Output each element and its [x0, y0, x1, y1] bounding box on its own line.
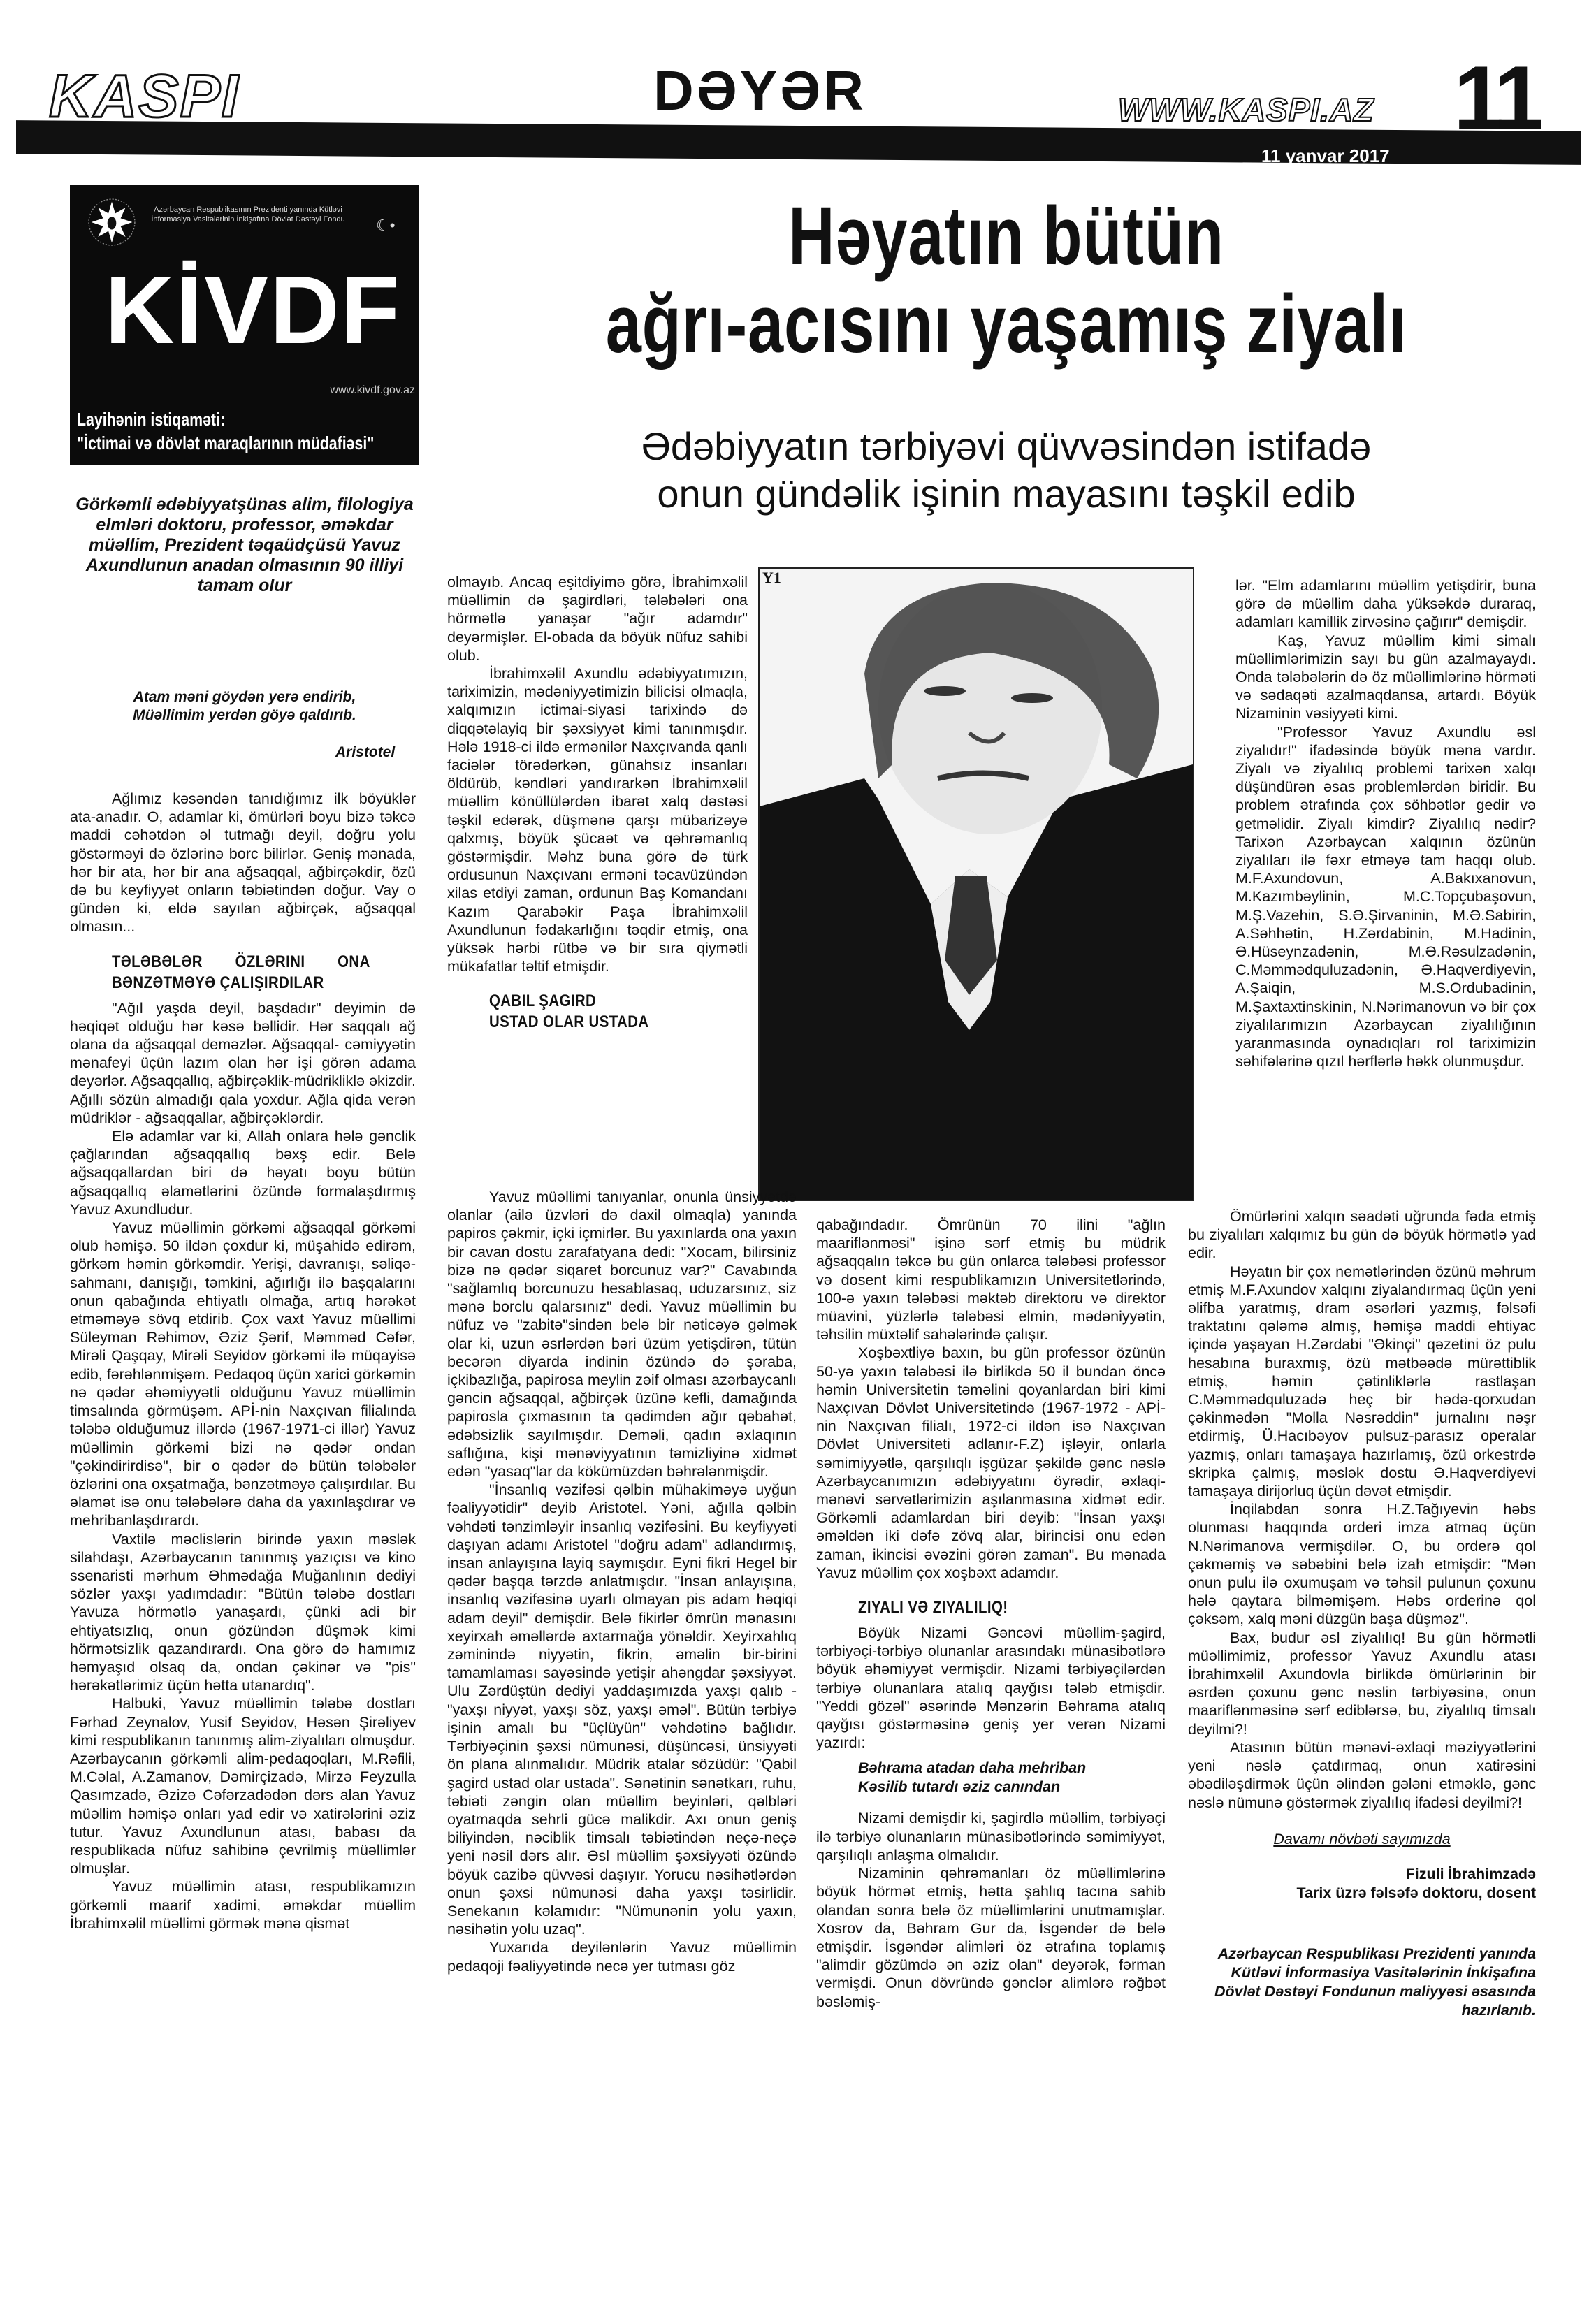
epigraph-line: Müəllimim yerdən göyə qaldırıb. — [133, 707, 356, 723]
paragraph: Yavuz müəllimin görkəmi ağsaqqal görkəmi olub həmişə. 50 ildən çoxdur ki, müşahidə edirəm, görkəm həmin görkəmdir. Yerişi, davranışı, səliqə-sahmanı, danışığı, təmkini, ağırlığı ilə başqalarını onun qabağında ehtiyatlı olmağa, artıq hərəkət etməməyə sövq etdirib. Çox vaxt Yavuz müəllimi Süleyman Rəhimov, Əziz Şərif, Məmməd Cəfər, Mirəli Qaşqay, Mirəli Seyidov görkəmi ilə müqayisə edib, fərəhlənmişəm. Pedaqoq üçün xarici görkəmin nə qədər əhəmiyyətli olduğunu Yavuz müəllimin timsalında görmüşəm. APİ-nin Naxçıvan filialında tələbə olduğumuz illərdə (1967-1971-ci illər) Yavuz müəllimin görkəmi bizi nə qədər ondan "çəkindirirdisə", bir o qədər də bütün tələbələr özlərini ona oxşatmağa, bənzətməyə çalışırdılar. Bu əlamət isə onu tələbələrə daha da yaxınlaşdırar və mehribanlaşdırardı. — [70, 1219, 416, 1530]
author-signature — [1188, 1865, 1536, 1903]
paragraph: İnqilabdan sonra H.Z.Tağıyevin həbs olunması haqqında orderi imza atmaq üçün N.Nərimanova vermişdilər. O, bu orderə qol çəkməmiş və səbəbini belə izah etmişdir: "Mən onun pulu ilə oxumuşam və təhsil pulunun çoxunu hələ qaytara bilməmişəm. Həbs orderinə qol çəksəm, xalq məni düzgün başa düşməz". — [1188, 1501, 1536, 1628]
subheadline — [433, 423, 1579, 518]
paragraph: Yuxarıda deyilənlərin Yavuz müəllimin pedaqoji fəaliyyətində necə yer tutması göz — [447, 1939, 797, 1975]
subheadline-line: Ədəbiyyatın tərbiyəvi qüvvəsindən istifadə — [641, 424, 1372, 468]
article-column-4-lower — [1188, 1207, 1536, 2020]
continued-notice[interactable]: Davamı növbəti sayımızda — [1273, 1830, 1451, 1847]
project-direction — [77, 407, 409, 455]
verse-line: Kəsilib tutardı əziz canından — [858, 1778, 1061, 1796]
crescent-icon: ☾• — [376, 217, 396, 234]
paragraph: Ağlımız kəsəndən tanıdığımız ilk böyüklər ata-anadır. O, adamlar ki, ömürləri boyu bizə təkcə maddi cəhətdən əl tutmağı deyil, doğru yolu göstərməyi də özlərinə borc bilirlər. Geniş mənada, hər bir ata, hər bir ana ağsaqqal, ağbirçəkdir, özü də bu keyfiyyət onların təbiətindən doğur. Vay o gündən ki, eldə sayılan ağbirçək, ağsaqqal olmasın... — [70, 790, 416, 936]
author-title: Tarix üzrə fəlsəfə doktoru, dosent — [1296, 1884, 1536, 1901]
author-name: Fizuli İbrahimzadə — [1405, 1865, 1536, 1882]
paragraph: Halbuki, Yavuz müəllimin tələbə dostları Fərhad Zeynalov, Yusif Seyidov, Həsən Şirəliyev kimi respublikanın tanınmış alim-ziyalıları olmuşdur. Azərbaycanın görkəmli alim-pedaqoqları, M.Rəfili, M.Cəlal, A.Zamanov, Dəmirçizadə, Mirzə Feyzulla Qasımzadə, Əzizə Cəfərzadədən dərs alan Yavuz müəllim həmişə onları yad edir və xatirələrini əziz tutur. Yavuz Axundlunun atası, babası da respublikada nüfuz sahibinə çevrilmiş müəllimlər olmuşlar. — [70, 1695, 416, 1877]
kivdf-banner — [70, 185, 419, 465]
section-title: DƏYƏR — [653, 59, 867, 122]
portrait-figure-icon — [760, 569, 1193, 1200]
subheadline-line: onun gündəlik işinin mayasını təşkil edib — [657, 472, 1356, 516]
paragraph: Bax, budur əsl ziyalılıq! Bu gün hörmətli müəllimimiz, professor Yavuz Axundlu atası İbrahimxəlil Axundovla birlikdə ömürlərinin bir əsrdən çoxunu gənc nəslin tərbiyəsinə, onun maariflənməsinə sərf ediblərsə, bu, ziyalılıq timsalı deyilmi?! — [1188, 1629, 1536, 1738]
headline-line: ağrı-acısını yaşamış ziyalı — [605, 278, 1407, 370]
azerbaijan-star-emblem-icon — [87, 198, 136, 247]
article-column-2 — [447, 573, 748, 1038]
paragraph: Yavuz müəllimin atası, respublikamızın görkəmli maarif xadimi, əməkdar müəllim İbrahimxəlil müəllimi görmək mənə qismət — [70, 1878, 416, 1932]
section-subheading: TƏLƏBƏLƏR ÖZLƏRINI ONA BƏNZƏTMƏYƏ ÇALIŞIRDILAR — [112, 952, 370, 992]
paragraph: Nizaminin qəhrəmanları öz müəllimlərinə böyük hörmət etmiş, hətta şahlıq tacına sahib olandan sonra belə öz müəllimlərini unutmamışlar. Xosrov da, Bəhram Gur da, İsgəndər də belə etmişdir. İsgəndər alimləri öz ətrafına toplamış "alimdir gözümdə ən əziz olan" deyərək, fərman vermişdi. Onun dövründə gənclər alimlərə rəğbət bəsləmiş- — [816, 1865, 1166, 2010]
paragraph: Nizami demişdir ki, şagirdlə müəllim, tərbiyəçi ilə tərbiyə olunanların münasibətlərində səmimiyyət, qarşılıqlı anlaşma olmalıdır. — [816, 1810, 1166, 1864]
kivdf-acronym: KİVDF — [105, 256, 401, 364]
paragraph: "Professor Yavuz Axundlu əsl ziyalıdır!" ifadəsində böyük məna vardır. Ziyalı və ziyalılıq problemi tarixən xalqı düşündürən əsas problemlərdən biridir. Bu problem ətrafında çox söhbətlər gedir və getməlidir. Ziyalı kimdir? Ziyalılıq nədir? Tarixən Azərbaycan xalqının özünün ziyalıları ilə fəxr etməyə tam haqqı olub. M.F.Axundovun, A.Bakıxanovun, M.Kazımbəylinin, M.C.Topçubaşovun, M.Ş.Vazehin, S.Ə.Şirvaninin, M.Ə.Sabirin, A.Səhhətin, H.Zərdabinin, M.Hadinin, Ə.Hüseynzadənin, M.Ə.Rəsulzadənin, C.Məmmədquluzadənin, Ə.Haqverdiyevin, A.Şaiqin, M.S.Ordubadinin, M.Şaxtaxtinskinin, N.Nərimanovun və bir çox ziyalılarımızın Azərbaycan ziyalılığının yaranmasında oynadıqları rol tariximizin səhifələrinə qızıl hərflərlə həkk olunmuşdur. — [1235, 723, 1536, 1070]
section-subheading — [489, 991, 709, 1033]
paragraph: qabağındadır. Ömrünün 70 ilini "ağlın maariflənməsi" işinə sərf etmiş bu müdrik ağsaqqalın təkcə bu gün onlarca tələbəsi professor və dosent kimi respublikamızın Universitetlərində, 100-ə yaxın tələbəsi məktəb direktoru və direktor müavini, yüzlərlə tələbəsi elmin, mədəniyyətin, təhsilin müxtəlif sahələrində çalışır. — [816, 1216, 1166, 1344]
article-column-3 — [816, 1216, 1166, 2011]
headline-line: Həyatın bütün — [788, 190, 1224, 282]
paragraph: lər. "Elm adamlarını müəllim yetişdirir, buna görə də müəllim daha yüksəkdə duraraq, adamları kamillik zirvəsinə çağırır" demişdir. — [1235, 577, 1536, 631]
paragraph: Vaxtilə məclislərin birində yaxın məslək silahdaşı, Azərbaycanın tanınmış yazıçısı və kino ssenaristi mərhum Əhmədağa Muğanlının dediyi sözlər yaxşı yadımdadır: "Bütün tələbə dostları Yavuza hörmətlə yanaşardı, çünki adi bir ehtiyatsızlıq, onun gözündən düşmək kimi hörmətsizlik qazandırardı. Ona görə də hamımız həmyaşıd olsaq da, ondan çəkinər və "pis" hərəkətlərimiz üçün hətta utanardıq". — [70, 1530, 416, 1694]
issue-date: 11 yanvar 2017 — [1261, 145, 1390, 166]
direction-label: Layihənin istiqaməti: — [77, 409, 226, 430]
website-link[interactable]: WWW.KASPI.AZ — [1118, 92, 1374, 128]
newspaper-logo[interactable]: KASPI — [49, 63, 240, 130]
article-column-1 — [70, 790, 416, 1933]
article-column-2-lower — [447, 1188, 797, 1975]
photo-corner-mark: Y1 — [762, 569, 781, 586]
article-column-4 — [1235, 576, 1536, 1070]
paragraph: Ömürlərini xalqın səadəti uğrunda fəda etmiş bu ziyalıları xalqımız bu gün də böyük hörmətlə yad edir. — [1188, 1208, 1536, 1262]
epigraph-line: Atam məni göydən yerə endirib, — [133, 689, 356, 705]
verse-line: Bəhrama atadan daha mehriban — [858, 1759, 1087, 1777]
article-lead: Görkəmli ədəbiyyatşünas alim, filologiya elmləri doktoru, professor, əməkdar müəllim, Prezident təqaüdçüsü Yavuz Axundlunun anadan olmasının 90 illiyi tamam olur — [75, 495, 414, 595]
paragraph: "İnsanlıq vəzifəsi qəlbin mühakiməyə uyğun fəaliyyətidir" deyib Aristotel. Yəni, ağılla qəlbin vəhdəti tənzimləyir insanlıq vəzifəsini. Bu keyfiyyəti daşıyan adamı Aristotel "doğru adam" adlandırmış, insan anlayışına layiq saymışdır. Eyni fikri Hegel bir qədər başqa tərzdə anlatmışdır. "İnsan anlayışına, insanlıq vəzifəsinə uyarlı olmayan pis adam həqiqi adam deyil" demişdir. Belə fikirlər ömrün mənasını xeyirxah əməllərdə axtarmağa yönəldir. Xeyirxahlıq zəminində niyyətin, fikrin, əməlin bir-birini tamamlaması sayəsində yetişir ahəngdar şəxsiyyət. Ulu Zərdüştün dediyi yaddaşımızda yaxşı qalıb - "yaxşı niyyət, yaxşı söz, yaxşı əməl". Bütün tərbiyə işinin amalı bu "üçlüyün" vəhdətinə bağlıdır. Tərbiyəçinin şəxsi nümunəsi, düşüncəsi, ünsiyyəti ön plana alınmalıdır. Müdrik atalar sözüdür: "Qabil şagird ustad olar ustada". Sənətinin sənətkarı, ruhu, təbiəti zəngin olan müəllim beyinləri, qəlbləri oyatmaqda sehrli gücə malikdir. Axı onun geniş biliyindən, nəciblik timsalı təbiətindən neçə-neçə yeni nəsil dərs alır. Əsl müəllim şəxsiyyəti özündə böyük cazibə qüvvəsi daşıyır. Yorucu nəsihətlərdən onun şəxsi nümunəsi daha yaxşı təsirlidir. Senekanın kəlamıdır: "Nümunənin yolu yaxın, nəsihətin yolu uzaq". — [447, 1481, 797, 1938]
paragraph: İbrahimxəlil Axundlu ədəbiyyatımızın, tariximizin, mədəniyyətimizin bilicisi olmaqla, xalqımızın ictimai-siyasi tarixində də diqqətəlayiq bir şəxsiyyət kimi tanınmışdır. Hələ 1918-ci ildə ermənilər Naxçıvanda qanlı faciələr törədərkən, günahsız insanları öldürüb, kəndləri yandırarkən İbrahimxəlil müəllim könüllülərdən ibarət xalq dəstəsi təşkil edərək, düşmənə qarşı mübarizəyə qalxmış, böyük şücaət və qəhrəmanlıq göstərmişdir. Məhz buna görə də türk ordusunun Naxçıvanı erməni təcavüzündən xilas etdiyi zaman, ordunun Baş Komandanı Kazım Qarabəkir Paşa İbrahimxəlil Axundlunun fədakarlığını təqdir etmiş, ona yüksək hərbi rütbə və bir sıra qiymətli mükafatlar təltif etmişdir. — [447, 665, 748, 975]
epigraph-author: Aristotel — [335, 744, 396, 760]
paragraph: Xoşbəxtliyə baxın, bu gün professor özünün 50-yə yaxın tələbəsi ilə birlikdə 50 il bundan öncə həmin Universitetin təməlini qoyanlardan biri kimi Naxçıvan Dövlət Universitetində (1967-1972 - APİ-nin Naxçıvan filialı, 1972-ci ildən isə Naxçıvan Dövlət Universiteti adlanır-F.Z) işləyir, onlarla səmimiyyətlə, qarşılıqlı işgüzar şəkildə gənc nəslə Azərbaycanımızın ədəbiyyatını öyrədir, əxlaqi-mənəvi sərvətlərimizin aşılanmasına xidmət edir. Görkəmli adamlardan biri deyib: "İnsan yaxşı əməldən iki dəfə zövq alar, birincisi onu edən zaman, ikincisi əvəzini görən zaman". Bu mənada Yavuz müəllim çox xoşbəxt adamdır. — [816, 1344, 1166, 1581]
direction-value: "İctimai və dövlət maraqlarının müdafiəsi" — [77, 433, 375, 453]
paragraph: Böyük Nizami Gəncəvi müəllim-şagird, tərbiyəçi-tərbiyə olunanlar arasındakı münasibətlərə böyük əhəmiyyət vermişdir. Nizami tərbiyəçilərdən tərbiyə olunanlara atalıq qayğısı tələb etmişdir. "Yeddi gözəl" əsərində Mənzərin Bəhrama atalıq qayğısı göstərməsinə geniş yer verən Nizami yazırdı: — [816, 1625, 1166, 1752]
paragraph: Atasının bütün mənəvi-əxlaqi məziyyətlərini yeni nəslə çatdırmaq, onun xatirəsini əbədiləşdirmək üçün əlindən gələni etməklə, gənc nəslə nümunə göstərmək ziyalılıq ifadəsi deyilmi?! — [1188, 1738, 1536, 1811]
epigraph — [77, 688, 412, 725]
paragraph: Elə adamlar var ki, Allah onlara hələ gənclik çağlarından ağsaqqallıq bəxş edir. Belə ağsaqqallardan biri də həyatı boyu bütün ağsaqqallıq əlamətlərini özündə formalaşdırmış Yavuz Axundludur. — [70, 1128, 416, 1218]
subheading-line: USTAD OLAR USTADA — [489, 1012, 649, 1032]
page-number: 11 — [1453, 47, 1539, 149]
section-subheading: ZIYALI VƏ ZIYALILIQ! — [858, 1598, 1008, 1618]
subheading-line: QABIL ŞAGIRD — [489, 991, 597, 1011]
paragraph: Həyatın bir çox nemətlərindən özünü məhrum etmiş M.F.Axundov xalqını ziyalandırmaq üçün yeni əlifba yaratmış, dram əsərləri yazmış, fəlsəfi traktatını qələmə almış, həmişə maddi ehtiyac içində yaşayan H.Zərdabi "Əkinçi" qəzetini öz pulu hesabına buraxmış, özü mətbəədə mürəttiblik etmiş, həmin çətinliklərlə rastlaşan C.Məmmədquluzadə heç bir hədə-qorxudan çəkinmədən "Molla Nəsrəddin" jurnalını nəşr etdirmiş, Ü.Hacıbəyov pulsuz-parasız operalar yazmış, onları tamaşaya hazırlamış, özü orkestrdə skripka çalmış, məslək dostu Ə.Haqverdiyevi tamaşaya dirijorluq üçün dəvət etmişdir. — [1188, 1263, 1536, 1500]
kivdf-website[interactable]: www.kivdf.gov.az — [330, 384, 415, 396]
paragraph: Kaş, Yavuz müəllim kimi simalı müəllimlərimizin sayı bu gün azalmayaydı. Onda tələbələrin də öz müəllimlərinə hörməti və sədaqəti azalmaqdansa, artardı. Böyük Nizaminin vəsiyyəti kimi. — [1235, 632, 1536, 722]
verse-quote — [858, 1759, 1166, 1796]
agency-line: Azərbaycan Respublikasının Prezidenti yanında Kütləvi İnformasiya Vasitələrinin İnkişafına Dövlət Dəstəyi Fondu — [151, 205, 345, 224]
agency-name — [140, 205, 356, 224]
headline — [570, 192, 1442, 368]
paragraph: olmayıb. Ancaq eşitdiyimə görə, İbrahimxəlil müəllimin də şagirdləri, tələbələri ona hörmətlə yanaşar "ağır adamdır" deyərmişlər. El-obada da böyük nüfuz sahibi olub. — [447, 574, 748, 664]
portrait-photo — [758, 567, 1194, 1201]
funding-credit: Azərbaycan Respublikası Prezidenti yanında Kütləvi İnformasiya Vasitələrinin İnkişafına Dövlət Dəstəyi Fondunun maliyyəsi əsasında hazırlanıb. — [1214, 1945, 1536, 2019]
paragraph: Yavuz müəllimi tanıyanlar, onunla ünsiyyətdə olanlar (ailə üzvləri də daxil olmaqla) yanında papiros çəkmir, içki içmirlər. Bu yaxınlarda ona yaxın bir cavan dostu zarafatyana dedi: "Xocam, bilirsiniz bizə nə qədər siqaret borcunuz var?" Cavabında "sağlamlıq borcunuzu hesablasaq, uduzarsınız, siz mənə borclu qalarsınız" dedi. Yavuz müəllimin bu nüfuz və "zabitə"sindən belə bir nəticəyə gəlmək olar ki, uzun əsrlərdən bəri üzüm yetişdirən, tütün becərən diyarda indinin özündə də şəraba, içkibazlığa, papirosa meylin zəif olması azərbaycanlı gəncin ağsaqqal, ağbirçək üzünə kefli, damağında papirosla çıxmasının ta qədimdən ağır qəbahət, ədəbsizlik sayılmışdır. Deməli, qadın əxlaqının saflığına, kişi mənəviyyatının təmizliyinə xidmət edən "yasaq"lar da kökümüzdən bəhrələnmişdir. — [447, 1189, 797, 1481]
paragraph: "Ağıl yaşda deyil, başdadır" deyimin də həqiqət olduğu hər kəsə bəllidir. Hər saqqalı ağ olana da ağsaqqal deməzlər. Ağsaqqal- cəmiyyətin mənafeyi üçün lazım olan hər işi görən adama deyərlər. Ağsaqqallıq, ağbirçəklik-müdrikliklə əkizdir. Ağıllı sözün almadığı qala yoxdur. Ağla qida verən müdriklər - ağsaqqallar, ağbirçəklərdir. — [70, 999, 416, 1126]
